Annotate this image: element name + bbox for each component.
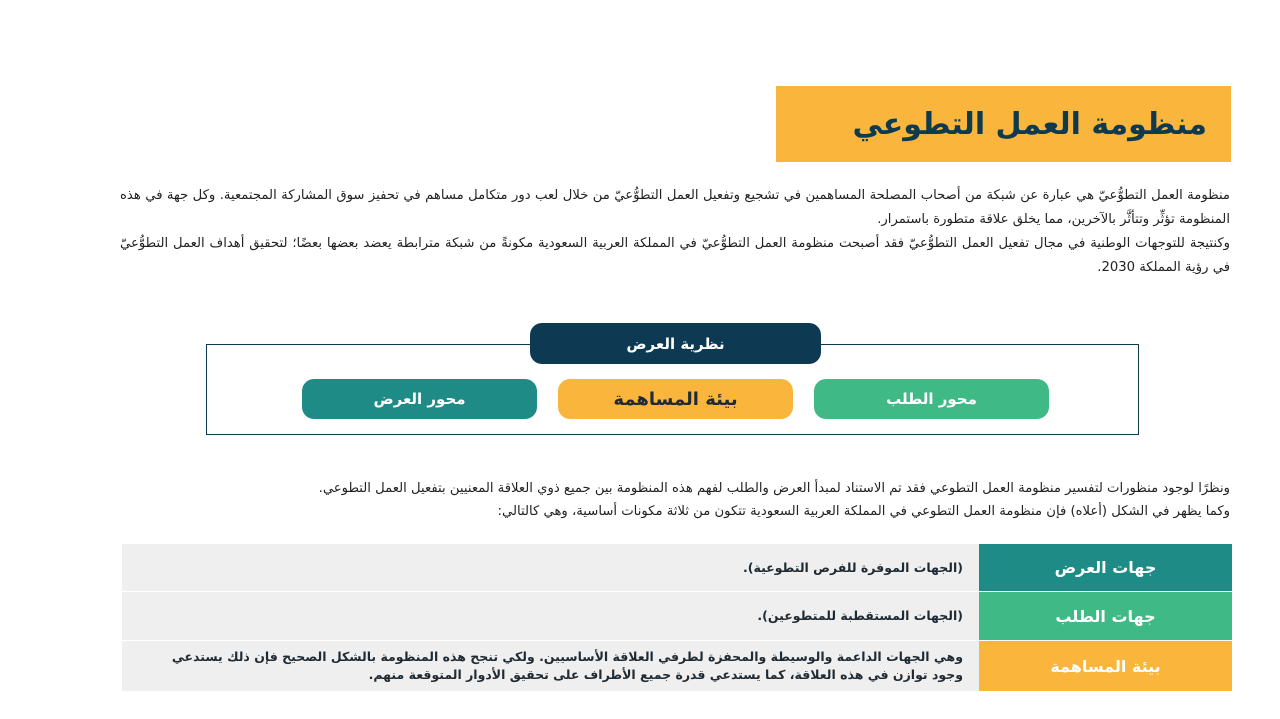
component-description: (الجهات المستقطبة للمتطوعين). — [122, 592, 980, 641]
intro-paragraph-2: وكنتيجة للتوجهات الوطنية في مجال تفعيل العمل التطوُّعيّ فقد أصبحت منظومة العمل التطوُّعيّ في المملكة العربية السعودية مكونةً من شبكة مترابطة يعضد بعضها بعضًا؛ لتحقيق أهداف العمل التطوُّعيّ في رؤية المملكة 2030. — [120, 236, 1230, 275]
component-label: جهات العرض — [979, 544, 1232, 592]
component-description: وهي الجهات الداعمة والوسيطة والمحفزة لطرفي العلاقة الأساسيين. ولكي تنجح هذه المنظومة بالشكل الصحيح فإن ذلك يستدعي وجود توازن في هذه العلاقة، كما يستدعي قدرة جميع الأطراف على تحقيق الأدوار المتوقعة منهم. — [122, 641, 980, 692]
contribution-environment-pill: بيئة المساهمة — [558, 379, 793, 419]
intro-paragraph-1: منظومة العمل التطوُّعيّ هي عبارة عن شبكة من أصحاب المصلحة المساهمين في تشجيع وتفعيل العمل التطوُّعيّ من خلال لعب دور متكامل مساهم في تحفيز سوق المشاركة المجتمعية. وكل جهة في هذه المنظومة تؤثِّر وتتأثَّر بالآخرين، مما يخلق علاقة متطورة باستمرار. — [120, 188, 1230, 227]
supply-axis-pill: محور العرض — [302, 379, 537, 419]
component-description: (الجهات الموفرة للفرص التطوعية). — [122, 544, 980, 592]
table-row — [122, 641, 1233, 692]
explanation-line-2: وكما يظهر في الشكل (أعلاه) فإن منظومة العمل التطوعي في المملكة العربية السعودية تتكون من ثلاثة مكونات أساسية، وهي كالتالي: — [497, 504, 1230, 519]
component-label: بيئة المساهمة — [979, 641, 1232, 692]
table-row — [122, 592, 1233, 641]
table-row — [122, 544, 1233, 592]
page-title-banner — [776, 86, 1231, 162]
page-title: منظومة العمل التطوعي — [852, 106, 1207, 142]
supply-theory-header: نظرية العرض — [530, 323, 821, 364]
component-label: جهات الطلب — [979, 592, 1232, 641]
demand-axis-pill: محور الطلب — [814, 379, 1049, 419]
components-table — [121, 544, 1232, 692]
explanation-line-1: ونظرًا لوجود منظورات لتفسير منظومة العمل التطوعي فقد تم الاستناد لمبدأ العرض والطلب لفهم هذه المنظومة بين جميع ذوي العلاقة المعنيين بتفعيل العمل التطوعي. — [318, 481, 1230, 496]
